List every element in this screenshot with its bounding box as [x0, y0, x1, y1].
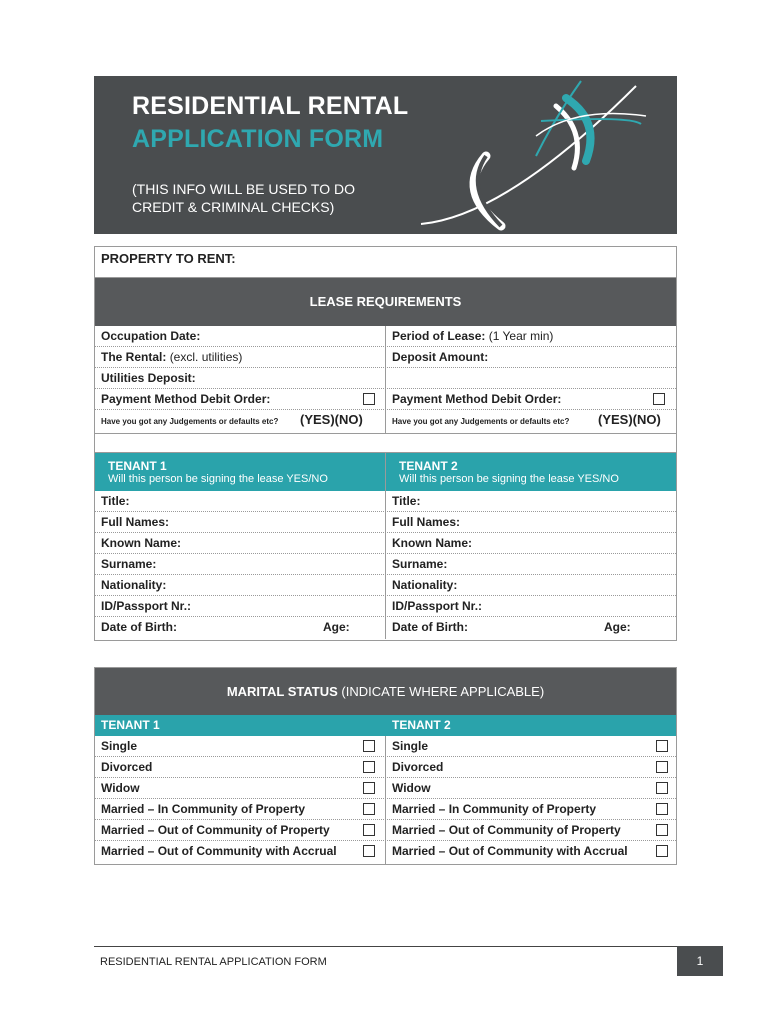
tenant1-full-names-label: Full Names:	[101, 515, 170, 529]
tenant1-signing-note: Will this person be signing the lease YES/NO	[108, 473, 328, 485]
judgements-question: Have you got any Judgements or defaults etc?	[101, 417, 279, 426]
payment-method-checkbox-2[interactable]	[653, 393, 665, 405]
tenant2-known-name-label: Known Name:	[392, 536, 473, 550]
tenant1-nationality-label: Nationality:	[101, 578, 167, 592]
tenant1-accrual-label: Married – Out of Community with Accrual	[101, 844, 337, 858]
marital-heading-note: (INDICATE WHERE APPLICABLE)	[341, 684, 545, 699]
marital-tenant-header	[95, 715, 676, 736]
occupation-date-label: Occupation Date:	[101, 329, 201, 343]
deposit-amount-label: Deposit Amount:	[392, 350, 489, 364]
swoosh-logo-icon	[416, 76, 676, 234]
marital-status-bar	[95, 668, 676, 715]
form-title-line2: APPLICATION FORM	[132, 125, 384, 153]
tenant2-nationality-label: Nationality:	[392, 578, 458, 592]
lease-column-divider	[385, 326, 386, 434]
lease-requirements-heading: LEASE REQUIREMENTS	[309, 294, 462, 309]
tenant2-out-of-community-label: Married – Out of Community of Property	[392, 823, 621, 837]
tenant1-in-community-checkbox[interactable]	[363, 803, 375, 815]
property-to-rent-label: PROPERTY TO RENT:	[101, 251, 236, 266]
utilities-deposit-label: Utilities Deposit:	[101, 371, 196, 385]
form-subtitle	[132, 180, 355, 216]
tenant2-in-community-checkbox[interactable]	[656, 803, 668, 815]
tenant1-id-label: ID/Passport Nr.:	[101, 599, 192, 613]
tenant1-dob-label: Date of Birth:	[101, 620, 177, 634]
tenant1-header	[95, 453, 385, 491]
judgements-question: Have you got any Judgements or defaults etc?	[392, 417, 570, 426]
tenant2-id-label: ID/Passport Nr.:	[392, 599, 483, 613]
tenant1-in-community-label: Married – In Community of Property	[101, 802, 306, 816]
footer-title: RESIDENTIAL RENTAL APPLICATION FORM	[100, 956, 327, 968]
property-row-divider	[95, 256, 676, 278]
judgements-yes-no[interactable]: (YES)(NO)	[598, 412, 661, 427]
tenant2-accrual-label: Married – Out of Community with Accrual	[392, 844, 628, 858]
tenant1-label: TENANT 1	[108, 459, 167, 473]
tenant1-out-of-community-label: Married – Out of Community of Property	[101, 823, 330, 837]
tenant2-single-checkbox[interactable]	[656, 740, 668, 752]
tenant1-surname-label: Surname:	[101, 557, 157, 571]
tenant2-divorced-checkbox[interactable]	[656, 761, 668, 773]
period-of-lease-label: Period of Lease: (1 Year min)	[392, 329, 554, 343]
payment-method-label: Payment Method Debit Order:	[101, 392, 271, 406]
page-number: 1	[677, 946, 723, 976]
tenant1-single-checkbox[interactable]	[363, 740, 375, 752]
marital-column-divider	[385, 736, 386, 864]
tenant1-widow-checkbox[interactable]	[363, 782, 375, 794]
tenant2-age-label: Age:	[604, 620, 631, 634]
tenant2-single-label: Single	[392, 739, 429, 753]
tenant-column-divider	[385, 453, 386, 639]
tenant1-divorced-label: Divorced	[101, 760, 153, 774]
tenant2-title-label: Title:	[392, 494, 421, 508]
tenant2-signing-note: Will this person be signing the lease YES/NO	[399, 473, 619, 485]
tenant1-widow-label: Widow	[101, 781, 140, 795]
rental-label: The Rental: (excl. utilities)	[101, 350, 243, 364]
tenant1-single-label: Single	[101, 739, 138, 753]
tenant2-header	[386, 453, 676, 491]
lease-section	[94, 246, 677, 453]
subtitle-line2: CREDIT & CRIMINAL CHECKS)	[132, 199, 335, 215]
tenant1-out-of-community-checkbox[interactable]	[363, 824, 375, 836]
tenant2-surname-label: Surname:	[392, 557, 448, 571]
tenant1-known-name-label: Known Name:	[101, 536, 182, 550]
tenant2-widow-checkbox[interactable]	[656, 782, 668, 794]
tenant1-accrual-checkbox[interactable]	[363, 845, 375, 857]
marital-status-section	[94, 667, 677, 865]
tenant2-divorced-label: Divorced	[392, 760, 444, 774]
footer-divider	[94, 946, 677, 947]
tenant2-widow-label: Widow	[392, 781, 431, 795]
tenant-details-section	[94, 453, 677, 641]
tenant1-divorced-checkbox[interactable]	[363, 761, 375, 773]
lease-requirements-bar	[95, 278, 676, 326]
tenant2-label: TENANT 2	[399, 459, 458, 473]
tenant1-title-label: Title:	[101, 494, 130, 508]
tenant2-full-names-label: Full Names:	[392, 515, 461, 529]
payment-method-label: Payment Method Debit Order:	[392, 392, 562, 406]
form-header	[94, 76, 677, 234]
subtitle-line1: (THIS INFO WILL BE USED TO DO	[132, 181, 355, 197]
judgements-yes-no[interactable]: (YES)(NO)	[300, 412, 363, 427]
marital-heading-bold: MARITAL STATUS	[226, 684, 338, 699]
tenant2-out-of-community-checkbox[interactable]	[656, 824, 668, 836]
tenant1-age-label: Age:	[323, 620, 350, 634]
tenant2-dob-label: Date of Birth:	[392, 620, 468, 634]
marital-tenant1-label: TENANT 1	[101, 718, 160, 732]
tenant2-accrual-checkbox[interactable]	[656, 845, 668, 857]
form-title-line1: RESIDENTIAL RENTAL	[132, 92, 409, 120]
payment-method-checkbox-1[interactable]	[363, 393, 375, 405]
marital-tenant2-label: TENANT 2	[392, 718, 451, 732]
tenant2-in-community-label: Married – In Community of Property	[392, 802, 597, 816]
